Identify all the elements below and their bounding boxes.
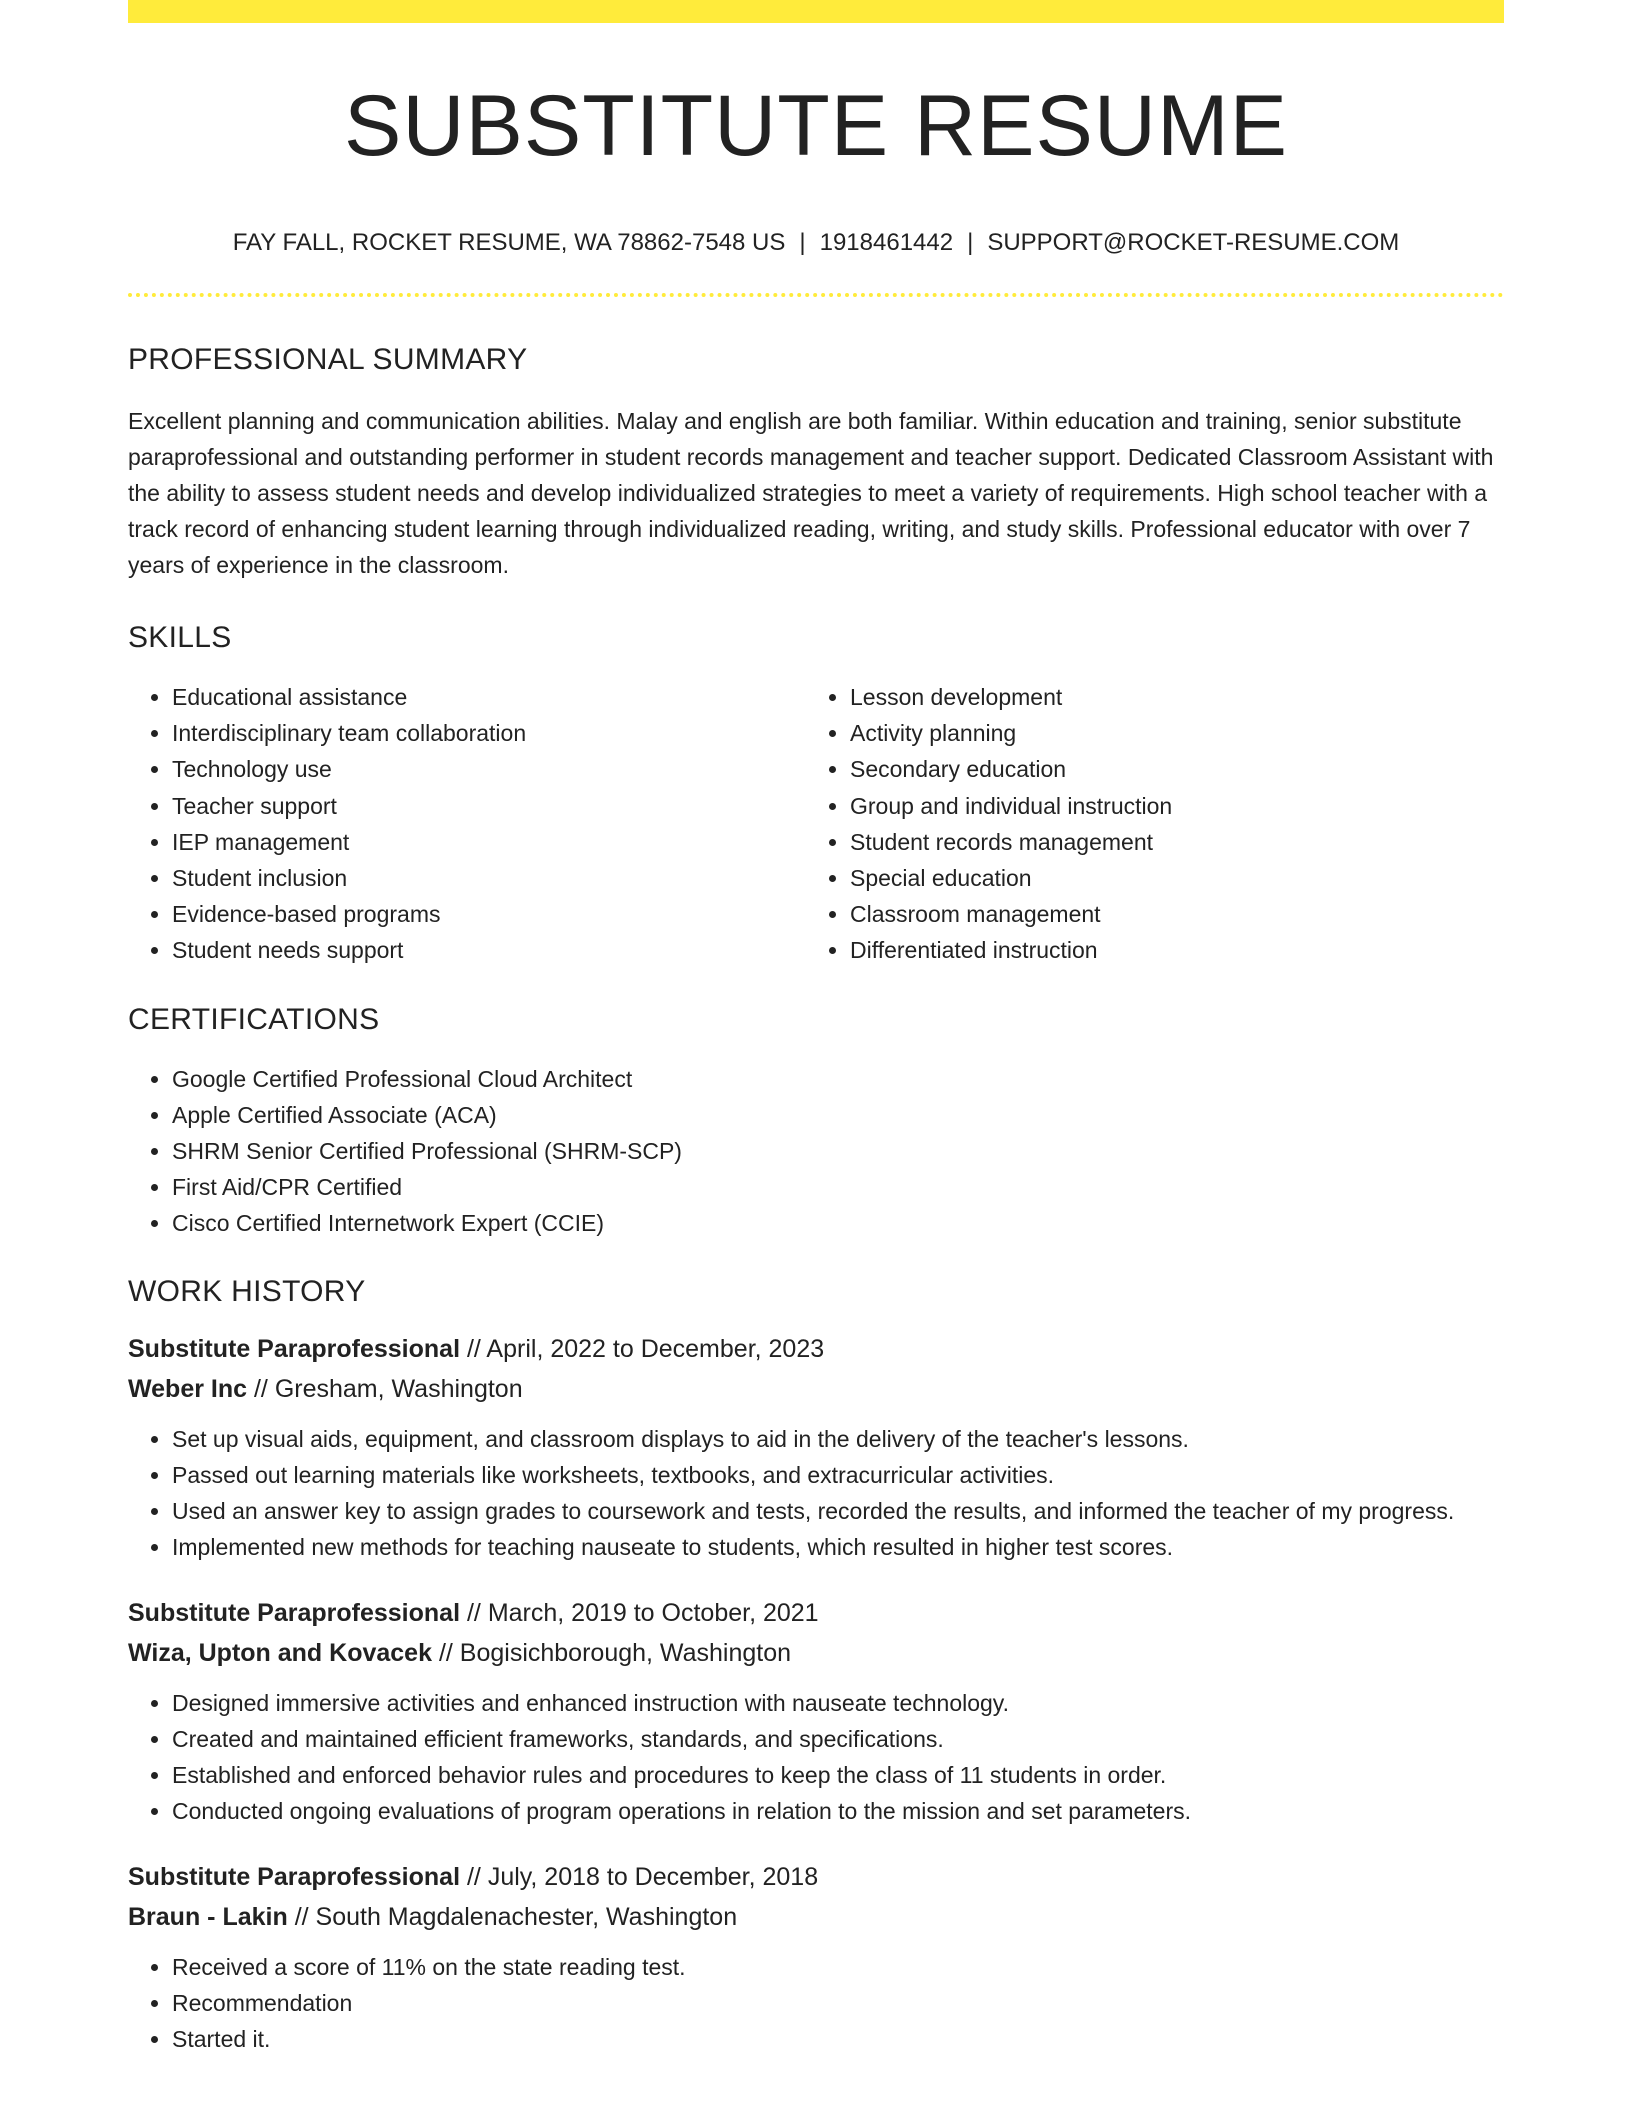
skill-item: • Student records management bbox=[850, 824, 1484, 860]
skill-item: • Secondary education bbox=[850, 751, 1484, 787]
skill-item: • Evidence-based programs bbox=[172, 896, 806, 932]
job-company-line bbox=[128, 1633, 1504, 1673]
skill-item: • Activity planning bbox=[850, 715, 1484, 751]
job-entry bbox=[128, 1593, 1504, 1829]
job-company-line bbox=[128, 1897, 1504, 1937]
contact-separator: | bbox=[799, 229, 806, 256]
section-title-skills: SKILLS bbox=[128, 621, 232, 654]
skill-item: • Special education bbox=[850, 860, 1484, 896]
certification-item: • First Aid/CPR Certified bbox=[172, 1169, 1504, 1205]
skill-item: • Interdisciplinary team collaboration bbox=[172, 715, 806, 751]
skill-item: • Teacher support bbox=[172, 788, 806, 824]
job-bullet: • Conducted ongoing evaluations of program operations in relation to the mission and set parameters. bbox=[172, 1793, 1504, 1829]
certification-item: • SHRM Senior Certified Professional (SHRM-SCP) bbox=[172, 1133, 1504, 1169]
job-company: Weber Inc bbox=[128, 1374, 248, 1403]
job-role-line bbox=[128, 1593, 1504, 1633]
job-bullets bbox=[128, 1685, 1504, 1829]
contact-separator: | bbox=[967, 229, 974, 256]
section-title-work-history: WORK HISTORY bbox=[128, 1274, 366, 1308]
job-bullet: • Set up visual aids, equipment, and classroom displays to aid in the delivery of the teacher's lessons. bbox=[172, 1421, 1504, 1457]
skill-item: • Lesson development bbox=[850, 679, 1484, 715]
work-history-section bbox=[128, 1274, 1504, 2057]
job-bullet: • Established and enforced behavior rules and procedures to keep the class of 11 students in order. bbox=[172, 1757, 1504, 1793]
skills-grid bbox=[128, 679, 1504, 969]
job-dates: // March, 2019 to October, 2021 bbox=[460, 1598, 819, 1627]
certifications-list bbox=[128, 1061, 1504, 1241]
skills-list-right bbox=[806, 679, 1484, 969]
skills-section bbox=[128, 623, 1504, 969]
job-bullet: • Created and maintained efficient frameworks, standards, and specifications. bbox=[172, 1721, 1504, 1757]
job-dates: // July, 2018 to December, 2018 bbox=[460, 1862, 819, 1891]
certification-item: • Apple Certified Associate (ACA) bbox=[172, 1097, 1504, 1133]
skill-item: • Classroom management bbox=[850, 896, 1484, 932]
skill-item: • Differentiated instruction bbox=[850, 932, 1484, 968]
certification-item: • Google Certified Professional Cloud Architect bbox=[172, 1061, 1504, 1097]
resume-title: SUBSTITUTE RESUME bbox=[344, 78, 1288, 174]
job-location: // South Magdalenachester, Washington bbox=[287, 1902, 738, 1931]
certification-item: • Cisco Certified Internetwork Expert (CCIE) bbox=[172, 1205, 1504, 1241]
job-role-line bbox=[128, 1329, 1504, 1369]
contact-address: FAY FALL, ROCKET RESUME, WA 78862-7548 US bbox=[232, 229, 786, 256]
skills-list-left bbox=[128, 679, 806, 969]
contact-email: SUPPORT@ROCKET-RESUME.COM bbox=[987, 229, 1400, 256]
contact-phone: 1918461442 bbox=[819, 229, 954, 256]
resume-page bbox=[128, 0, 1504, 2057]
header-divider bbox=[128, 293, 1504, 297]
job-bullets bbox=[128, 1421, 1504, 1565]
job-role: Substitute Paraprofessional bbox=[128, 1334, 461, 1363]
skill-item: • Student inclusion bbox=[172, 860, 806, 896]
top-accent-bar bbox=[128, 0, 1504, 23]
job-company: Braun - Lakin bbox=[128, 1902, 288, 1931]
job-role: Substitute Paraprofessional bbox=[128, 1598, 461, 1627]
job-bullet: • Received a score of 11% on the state reading test. bbox=[172, 1949, 1504, 1985]
job-bullet: • Recommendation bbox=[172, 1985, 1504, 2021]
skill-item: • Technology use bbox=[172, 751, 806, 787]
job-dates: // April, 2022 to December, 2023 bbox=[460, 1334, 825, 1363]
job-bullet: • Designed immersive activities and enhanced instruction with nauseate technology. bbox=[172, 1685, 1504, 1721]
summary-section bbox=[128, 345, 1504, 583]
job-bullet: • Started it. bbox=[172, 2021, 1504, 2057]
section-title-certifications: CERTIFICATIONS bbox=[128, 1002, 380, 1036]
section-title-summary: PROFESSIONAL SUMMARY bbox=[128, 343, 528, 376]
job-bullets bbox=[128, 1949, 1504, 2057]
skill-item: • Student needs support bbox=[172, 932, 806, 968]
job-role-line bbox=[128, 1857, 1504, 1897]
job-bullet: • Used an answer key to assign grades to coursework and tests, recorded the results, and informed the teacher of my progress. bbox=[172, 1493, 1504, 1529]
job-company-line bbox=[128, 1369, 1504, 1409]
summary-text: Excellent planning and communication abilities. Malay and english are both familiar. Within education and training, senior substitute paraprofessional and outstanding performer in student records management and teacher support. Dedicated Classroom Assistant with the ability to assess student needs and develop individualized strategies to meet a variety of requirements. High school teacher with a track record of enhancing student learning through individualized reading, writing, and study skills. Professional educator with over 7 years of experience in the classroom. bbox=[128, 408, 1494, 578]
job-bullet: • Implemented new methods for teaching nauseate to students, which resulted in higher test scores. bbox=[172, 1529, 1504, 1565]
skill-item: • IEP management bbox=[172, 824, 806, 860]
job-entry bbox=[128, 1329, 1504, 1565]
job-company: Wiza, Upton and Kovacek bbox=[128, 1638, 432, 1667]
skill-item: • Group and individual instruction bbox=[850, 788, 1484, 824]
job-location: // Bogisichborough, Washington bbox=[432, 1638, 792, 1667]
job-bullet: • Passed out learning materials like worksheets, textbooks, and extracurricular activities. bbox=[172, 1457, 1504, 1493]
certifications-section bbox=[128, 1002, 1504, 1241]
job-location: // Gresham, Washington bbox=[247, 1374, 523, 1403]
skill-item: • Educational assistance bbox=[172, 679, 806, 715]
contact-line bbox=[128, 231, 1504, 255]
job-entry bbox=[128, 1857, 1504, 2057]
job-role: Substitute Paraprofessional bbox=[128, 1862, 461, 1891]
